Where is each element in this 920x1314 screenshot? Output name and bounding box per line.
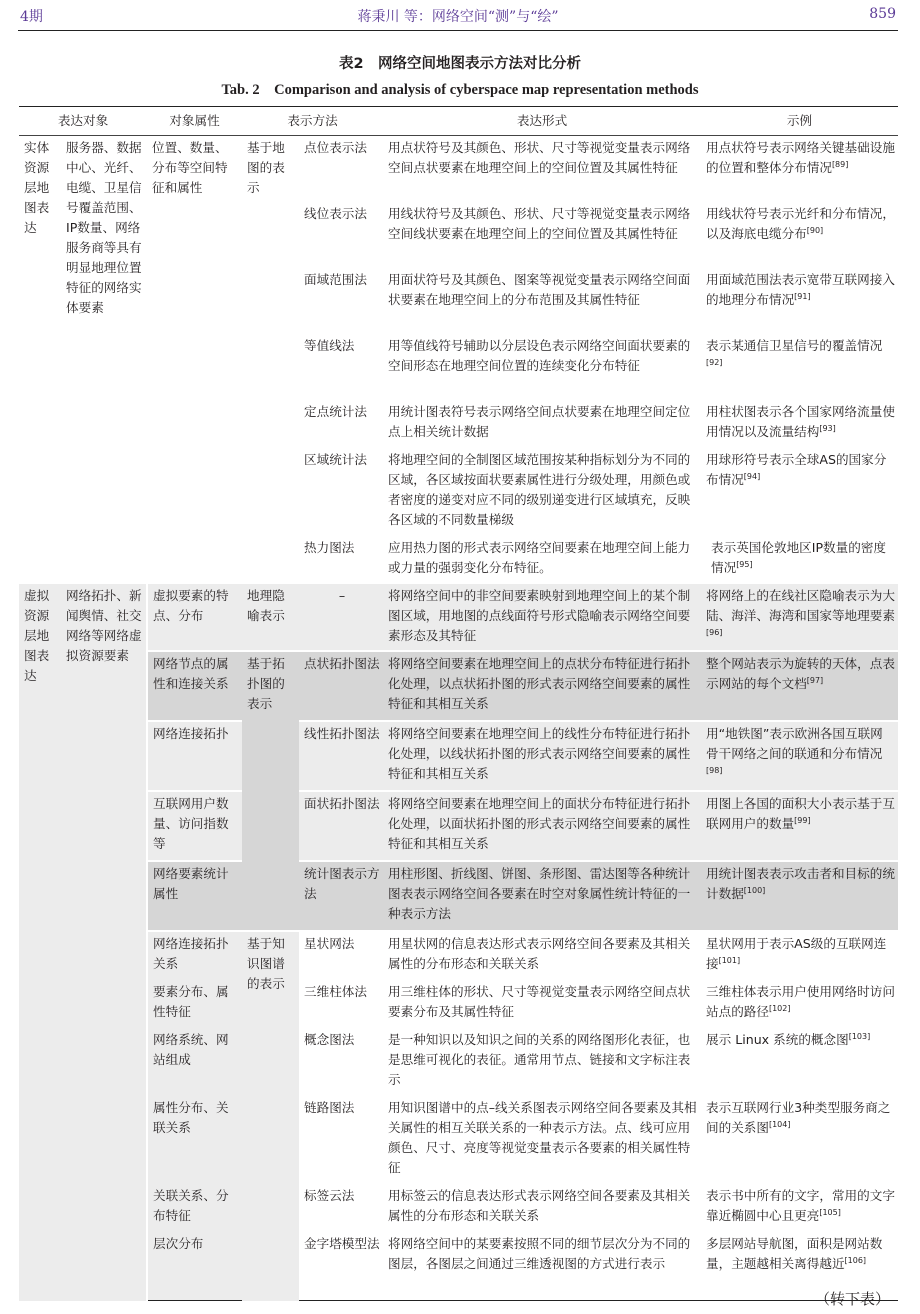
table-row [19, 1184, 898, 1232]
attribute-cell: 互联网用户数量、访问指数等 [147, 791, 242, 861]
example-cell: 三维柱体表示用户使用网络时访问站点的路径[102] [701, 980, 898, 1028]
form-cell: 用星状网的信息表达形式表示网络空间各要素及其相关属性的分布形态和关联关系 [383, 931, 701, 980]
example-cell: 星状网用于表示AS级的互联网连接[101] [701, 931, 898, 980]
example-cell: 用线状符号表示光纤和分布情况，以及海底电缆分布[90] [706, 206, 895, 241]
example-cell: 用柱状图表示各个国家网络流量使用情况以及流量结构[93] [706, 404, 895, 439]
form-cell: 将网络空间要素在地理空间上的线性分布特征进行拓扑化处理，以线状拓扑图的形式表示网络空间要素的属性特征和其相互关系 [383, 721, 701, 791]
header-example: 示例 [701, 107, 898, 136]
example-cell: 用点状符号表示网络关键基础设施的位置和整体分布情况[89] [706, 140, 895, 175]
group-entity-name: 实体资源层地图表达 [24, 140, 50, 235]
method-cell: 热力图法 [304, 540, 355, 555]
category-topology: 基于拓扑图的表示 [242, 651, 299, 931]
example-cell: 整个网站表示为旋转的天体，点表示网站的每个文档[97] [701, 651, 898, 721]
group-virtual-name: 虚拟资源层地图表达 [19, 584, 61, 1301]
reference-mark: [101] [718, 955, 741, 965]
issue-number: 4期 [20, 9, 43, 25]
category-metaphor: 地理隐喻表示 [242, 584, 299, 651]
method-cell: 链路图法 [299, 1096, 383, 1184]
table-row [19, 1096, 898, 1184]
method-cell: 三维柱体法 [299, 980, 383, 1028]
attribute-cell: 层次分布 [147, 1232, 242, 1301]
form-cell: 用面状符号及其颜色、图案等视觉变量表示网络空间面状要素在地理空间上的分布范围及其属性特征 [388, 272, 691, 307]
reference-mark: [94] [743, 471, 761, 481]
form-cell: 将网络空间中的非空间要素映射到地理空间上的某个制图区域，用地图的点线面符号形式隐喻表示网络空间要素形态及其特征 [383, 584, 701, 651]
attribute-cell: 网络连接拓扑 [147, 721, 242, 791]
attribute-cell: 网络系统、网站组成 [147, 1028, 242, 1096]
form-cell: 用统计图表符号表示网络空间点状要素在地理空间定位点上相关统计数据 [388, 404, 691, 439]
reference-mark: [95] [736, 559, 753, 569]
table-row [19, 1232, 898, 1301]
reference-mark: [96] [706, 627, 723, 637]
method-cell: 星状网法 [299, 931, 383, 980]
form-cell: 将网络空间中的某要素按照不同的细节层次分为不同的图层，各图层之间通过三维透视图的方式进行表示 [383, 1232, 701, 1301]
attribute-cell: 网络要素统计属性 [147, 861, 242, 931]
form-cell: 将地理空间的全制图区域范围按某种指标划分为不同的区域，各区域按面状要素属性进行分级处理，用颜色或者密度的递变对应不同的级别递变进行区域填充，反映各区域的不同数量梯级 [388, 452, 691, 527]
table-row [19, 651, 898, 721]
example-cell: 表示英国伦敦地区IP数量的密度情况[95] [711, 540, 887, 575]
reference-mark: [92] [706, 357, 723, 367]
form-cell: 是一种知识以及知识之间的关系的网络图形化表征，也是思维可视化的表征。通常用节点、链接和文字标注表示 [383, 1028, 701, 1096]
method-cell: 概念图法 [299, 1028, 383, 1096]
example-cell: 用“地铁图”表示欧洲各国互联网骨干网络之间的联通和分布情况[98] [701, 721, 898, 791]
method-cell: 定点统计法 [304, 404, 367, 419]
form-cell: 用标签云的信息表达形式表示网络空间各要素及其相关属性的分布形态和关联关系 [383, 1184, 701, 1232]
reference-mark: [103] [848, 1031, 871, 1041]
header-object: 表达对象 [19, 107, 147, 136]
example-cell: 用面域范围法表示宽带互联网接入的地理分布情况[91] [706, 272, 895, 307]
form-cell: 用线状符号及其颜色、形状、尺寸等视觉变量表示网络空间线状要素在地理空间上的空间位置及其属性特征 [388, 206, 691, 241]
example-cell: 用统计图表表示攻击者和目标的统计数据[100] [701, 861, 898, 931]
form-cell: 用知识图谱中的点–线关系图表示网络空间各要素及其相关属性的相互关联关系的一种表示方法。点、线可应用颜色、尺寸、亮度等视觉变量表示各要素的相关属性特征 [383, 1096, 701, 1184]
form-cell: 用柱形图、折线图、饼图、条形图、雷达图等各种统计图表表示网络空间各要素在时空对象属性统计特征的一种表示方法 [383, 861, 701, 931]
group-entity-attribute: 位置、数量、分布等空间特征和属性 [152, 140, 228, 195]
form-cell: 用三维柱体的形状、尺寸等视觉变量表示网络空间点状要素分布及其属性特征 [383, 980, 701, 1028]
table-header-row [19, 107, 898, 136]
group-virtual-objects: 网络拓扑、新闻舆情、社交网络等网络虚拟资源要素 [61, 584, 147, 1301]
form-cell: 将网络空间要素在地理空间上的点状分布特征进行拓扑化处理，以点状拓扑图的形式表示网络空间要素的属性特征和其相互关系 [383, 651, 701, 721]
reference-mark: [99] [794, 815, 811, 825]
method-cell: 区域统计法 [304, 452, 367, 467]
table-row [19, 861, 898, 931]
method-cell: 等值线法 [304, 338, 355, 353]
form-cell: 用等值线符号辅助以分层设色表示网络空间面状要素的空间形态在地理空间位置的连续变化分布特征 [388, 338, 691, 373]
example-cell: 表示某通信卫星信号的覆盖情况[92] [706, 338, 883, 367]
reference-mark: [89] [831, 159, 849, 169]
form-cell: 将网络空间要素在地理空间上的面状分布特征进行拓扑化处理，以面状拓扑图的形式表示网络空间要素的属性特征和其相互关系 [383, 791, 701, 861]
example-cell: 展示 Linux 系统的概念图[103] [701, 1028, 898, 1096]
method-cell: 面域范围法 [304, 272, 367, 287]
example-cell: 多层网站导航图，面积是网站数量，主题越相关离得越近[106] [701, 1232, 898, 1301]
reference-mark: [105] [819, 1207, 841, 1217]
running-head [18, 4, 898, 31]
example-cell: 用球形符号表示全球AS的国家分布情况[94] [706, 452, 887, 487]
table-row [19, 931, 898, 980]
method-cell: 标签云法 [299, 1184, 383, 1232]
attribute-cell: 属性分布、关联关系 [147, 1096, 242, 1184]
reference-mark: [106] [844, 1255, 867, 1265]
comparison-table [19, 106, 898, 1301]
example-cell: 表示互联网行业3种类型服务商之间的关系图[104] [701, 1096, 898, 1184]
method-cell: 线性拓扑图法 [299, 721, 383, 791]
attribute-cell: 关联关系、分布特征 [147, 1184, 242, 1232]
reference-mark: [91] [794, 291, 811, 301]
table-row [19, 791, 898, 861]
method-cell: 点位表示法 [304, 140, 367, 155]
attribute-cell: 虚拟要素的特点、分布 [147, 584, 242, 651]
form-cell: 应用热力图的形式表示网络空间要素在地理空间上能力或力量的强弱变化分布特征。 [388, 540, 691, 575]
method-cell: 统计图表示方法 [299, 861, 383, 931]
table-row [19, 584, 898, 651]
attribute-cell: 网络连接拓扑关系 [147, 931, 242, 980]
method-cell: 金字塔模型法 [299, 1232, 383, 1301]
table-row [19, 721, 898, 791]
reference-mark: [97] [806, 675, 824, 685]
reference-mark: [100] [743, 885, 766, 895]
header-form: 表达形式 [383, 107, 701, 136]
group-entity-objects: 服务器、数据中心、光纤、电缆、卫星信号覆盖范围、IP数量、网络服务商等具有明显地理位置特征的网络实体要素 [66, 140, 142, 315]
header-method: 表示方法 [242, 107, 383, 136]
method-cell: 面状拓扑图法 [299, 791, 383, 861]
table-row [19, 1028, 898, 1096]
example-cell: 表示书中所有的文字，常用的文字靠近椭圆中心且更亮[105] [701, 1184, 898, 1232]
continued-note: （转下表） [814, 1290, 890, 1308]
page-number: 859 [869, 6, 896, 22]
example-cell: 用图上各国的面积大小表示基于互联网用户的数量[99] [701, 791, 898, 861]
reference-mark: [98] [706, 765, 723, 775]
method-cell: – [299, 584, 383, 651]
reference-mark: [93] [819, 423, 836, 433]
table-row [19, 136, 898, 203]
reference-mark: [102] [768, 1003, 791, 1013]
method-cell: 点状拓扑图法 [299, 651, 383, 721]
header-attribute: 对象属性 [147, 107, 242, 136]
category-knowledge: 基于知识图谱的表示 [242, 931, 299, 1301]
reference-mark: [90] [806, 225, 824, 235]
attribute-cell: 网络节点的属性和连接关系 [147, 651, 242, 721]
method-cell: 线位表示法 [304, 206, 367, 221]
table-caption-cn: 表2 网络空间地图表示方法对比分析 [338, 56, 582, 72]
article-title: 蒋秉川 等：网络空间“测”与“绘” [357, 9, 559, 25]
form-cell: 用点状符号及其颜色、形状、尺寸等视觉变量表示网络空间点状要素在地理空间上的空间位置及其属性特征 [388, 140, 691, 175]
reference-mark: [104] [768, 1119, 791, 1129]
table-row [19, 980, 898, 1028]
group-entity-category: 基于地图的表示 [247, 140, 285, 195]
table-caption-en: Tab. 2 Comparison and analysis of cyberspace map representation methods [221, 82, 699, 98]
attribute-cell: 要素分布、属性特征 [147, 980, 242, 1028]
example-cell: 将网络上的在线社区隐喻表示为大陆、海洋、海湾和国家等地理要素[96] [701, 584, 898, 651]
